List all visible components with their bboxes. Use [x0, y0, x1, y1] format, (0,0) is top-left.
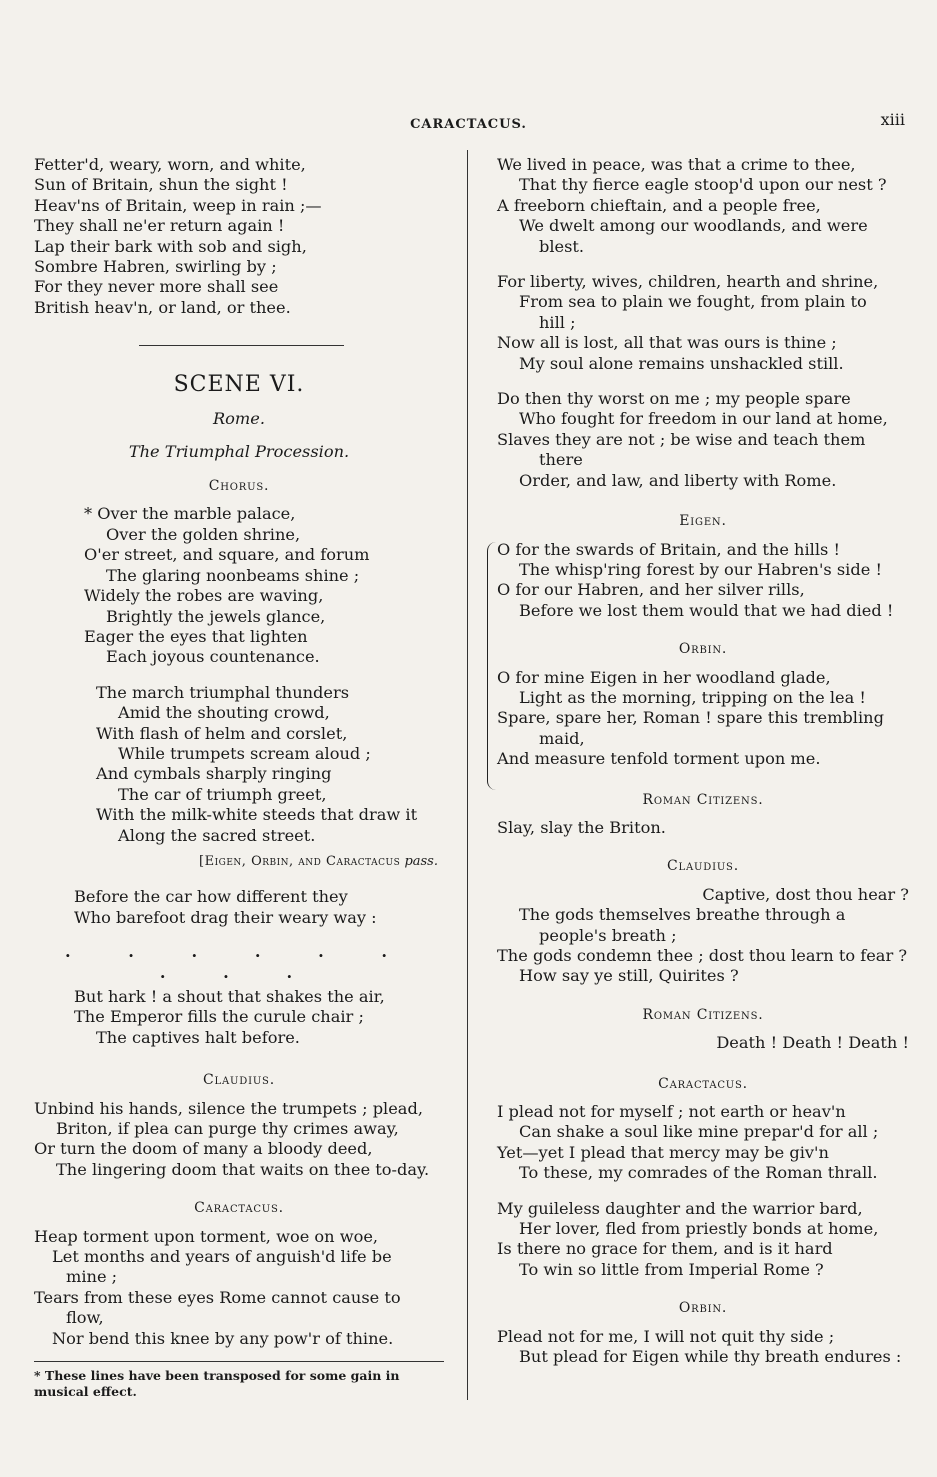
verse-line: The captives halt before. — [96, 1027, 300, 1047]
verse-line: Sombre Habren, swirling by ; — [34, 257, 277, 277]
verse-line: Before the car how different they — [74, 887, 348, 907]
verse-line: I plead not for myself ; not earth or heav'n — [497, 1102, 846, 1122]
verse-line: Fetter'd, weary, worn, and white, — [34, 155, 306, 174]
verse-line: And measure tenfold torment upon me. — [497, 749, 821, 769]
verse-line: To these, my comrades of the Roman thrall. — [519, 1163, 878, 1183]
speaker-eigen: Eigen. — [679, 513, 727, 530]
stanza — [497, 668, 909, 770]
verse-line: Widely the robes are waving, — [84, 586, 324, 606]
verse-line: Order, and law, and liberty with Rome. — [519, 470, 837, 490]
stanza — [497, 389, 909, 491]
verse-line: Nor bend this knee by any pow'r of thine. — [52, 1328, 394, 1348]
verse-line: The march triumphal thunders — [96, 682, 350, 702]
verse-line: Before we lost them would that we had died ! — [519, 600, 894, 620]
verse-line: blest. — [539, 236, 585, 256]
verse-line: Lap their bark with sob and sigh, — [34, 236, 307, 256]
stanza — [34, 504, 444, 667]
verse-line: Who barefoot drag their weary way : — [74, 907, 377, 927]
verse-line: Slay, slay the Briton. — [497, 817, 666, 837]
stanza — [34, 683, 444, 846]
stanza — [497, 540, 909, 622]
verse-line: A freeborn chieftain, and a people free, — [497, 195, 821, 215]
verse-line: Let months and years of anguish'd life be — [52, 1247, 392, 1267]
scene-place: Rome. — [212, 409, 265, 429]
stage-direction — [34, 852, 444, 872]
verse-line: The gods themselves breathe through a — [519, 905, 846, 925]
verse-line: But plead for Eigen while thy breath endures : — [519, 1347, 902, 1367]
ellipsis-row: . . . . . . . . . — [65, 942, 413, 982]
verse-line: O for our Habren, and her silver rills, — [497, 580, 805, 600]
verse-line: maid, — [539, 728, 585, 748]
verse-line: The whisp'ring forest by our Habren's side ! — [519, 559, 882, 579]
speaker-caractacus: Caractacus. — [194, 1200, 284, 1217]
verse-line: Her lover, fled from priestly bonds at home, — [519, 1219, 879, 1239]
verse-line: O for mine Eigen in her woodland glade, — [497, 667, 831, 687]
verse-line: Or turn the doom of many a bloody deed, — [34, 1139, 373, 1159]
stanza — [497, 1102, 909, 1184]
verse-line: For they never more shall see — [34, 277, 279, 297]
verse-line: O'er street, and square, and forum — [84, 545, 370, 565]
verse-line: Heav'ns of Britain, weep in rain ;— — [34, 195, 322, 215]
running-title: CARACTACUS. — [410, 117, 527, 132]
verse-line: Amid the shouting crowd, — [118, 703, 330, 723]
speaker-caractacus: Caractacus. — [658, 1075, 748, 1092]
stanza — [497, 155, 909, 257]
stanza — [497, 885, 909, 987]
verse-line: British heav'n, or land, or thee. — [34, 297, 291, 317]
stanza — [34, 1227, 444, 1349]
stanza — [34, 1099, 444, 1181]
verse-line: Spare, spare her, Roman ! spare this trembling — [497, 708, 884, 728]
verse-line: My soul alone remains unshackled still. — [519, 353, 844, 373]
verse-line: We lived in peace, was that a crime to thee, — [497, 155, 856, 174]
verse-line: Death ! Death ! Death ! — [716, 1033, 909, 1053]
verse-line: Along the sacred street. — [118, 825, 316, 845]
verse-line: But hark ! a shout that shakes the air, — [74, 987, 385, 1006]
stanza — [34, 987, 444, 1048]
verse-line: We dwelt among our woodlands, and were — [519, 216, 868, 236]
verse-line: there — [539, 450, 583, 470]
verse-line: The Emperor fills the curule chair ; — [74, 1007, 364, 1027]
duet-block — [497, 540, 909, 770]
page-number: xiii — [880, 110, 905, 129]
verse-line: Unbind his hands, silence the trumpets ; plead, — [34, 1098, 423, 1118]
verse-line: * Over the marble palace, — [84, 504, 296, 524]
verse-line: Briton, if plea can purge thy crimes away, — [56, 1119, 399, 1139]
verse-line: To win so little from Imperial Rome ? — [519, 1259, 824, 1279]
verse-line: Is there no grace for them, and is it hard — [497, 1239, 833, 1259]
verse-line: Heap torment upon torment, woe on woe, — [34, 1226, 379, 1246]
verse-line: Who fought for freedom in our land at home, — [519, 409, 888, 429]
verse-line: The car of triumph greet, — [118, 784, 327, 804]
right-column — [497, 155, 909, 1368]
verse-line: For liberty, wives, children, hearth and shrine, — [497, 272, 879, 292]
scene-subtitle: The Triumphal Procession. — [128, 441, 350, 461]
stanza — [34, 155, 444, 318]
verse-line: Over the golden shrine, — [106, 524, 301, 544]
stage-direction-names: [Eigen, Orbin, and Caractacus — [199, 853, 401, 869]
verse-line: Light as the morning, tripping on the lea ! — [519, 687, 866, 707]
speaker-claudius: Claudius. — [667, 858, 739, 875]
verse-line: Tears from these eyes Rome cannot cause to — [34, 1287, 401, 1307]
scene-title: SCENE VI. — [173, 372, 305, 398]
verse-line: people's breath ; — [539, 925, 677, 945]
footnote-divider — [34, 1361, 444, 1362]
verse-line: flow, — [66, 1308, 104, 1328]
stanza — [497, 1327, 909, 1368]
verse-line: Brightly the jewels glance, — [106, 606, 326, 626]
verse-line: Captive, dost thou hear ? — [702, 884, 909, 904]
verse-line: Yet—yet I plead that mercy may be giv'n — [497, 1142, 829, 1162]
verse-line: How say ye still, Quirites ? — [519, 966, 739, 986]
verse-line: Sun of Britain, shun the sight ! — [34, 175, 288, 195]
left-column — [34, 155, 444, 1400]
verse-line: And cymbals sharply ringing — [96, 764, 332, 784]
verse-line: While trumpets scream aloud ; — [118, 743, 371, 763]
verse-line: The gods condemn thee ; dost thou learn to fear ? — [497, 946, 908, 965]
stanza — [34, 887, 444, 928]
duet-brace — [487, 542, 496, 790]
verse-line: Now all is lost, all that was ours is thine ; — [497, 333, 837, 353]
verse-line: Each joyous countenance. — [106, 647, 320, 667]
verse-line: The lingering doom that waits on thee to-day. — [56, 1159, 430, 1179]
section-divider — [139, 345, 344, 346]
speaker-claudius: Claudius. — [203, 1072, 275, 1089]
verse-line: The glaring noonbeams shine ; — [106, 565, 360, 585]
speaker-orbin: Orbin. — [678, 641, 728, 658]
verse-line: mine ; — [66, 1267, 118, 1287]
stage-direction-verb: pass. — [404, 853, 438, 869]
speaker-roman-citizens: Roman Citizens. — [642, 1006, 764, 1023]
stanza — [497, 1199, 909, 1281]
verse-line: From sea to plain we fought, from plain to — [519, 292, 867, 312]
verse-line: Plead not for me, I will not quit thy side ; — [497, 1326, 835, 1346]
verse-line: Eager the eyes that lighten — [84, 626, 308, 646]
verse-line: That thy fierce eagle stoop'd upon our nest ? — [519, 175, 887, 195]
verse-line: O for the swards of Britain, and the hills ! — [497, 539, 840, 559]
verse-line: hill ; — [539, 312, 576, 332]
verse-line: Do then thy worst on me ; my people spare — [497, 389, 851, 409]
stanza — [497, 272, 909, 374]
verse-line: With the milk-white steeds that draw it — [96, 805, 418, 825]
verse-line: Can shake a soul like mine prepar'd for all ; — [519, 1122, 879, 1142]
speaker-orbin: Orbin. — [678, 1300, 728, 1317]
verse-line: My guileless daughter and the warrior bard, — [497, 1198, 863, 1218]
verse-line: They shall ne'er return again ! — [34, 216, 285, 236]
column-divider — [467, 150, 468, 1400]
speaker-roman-citizens: Roman Citizens. — [642, 791, 764, 808]
verse-line: Slaves they are not ; be wise and teach them — [497, 429, 866, 449]
verse-line: With flash of helm and corslet, — [96, 723, 348, 743]
footnote: * These lines have been transposed for some gain in musical effect. — [34, 1368, 400, 1400]
speaker-chorus: Chorus. — [208, 478, 270, 495]
